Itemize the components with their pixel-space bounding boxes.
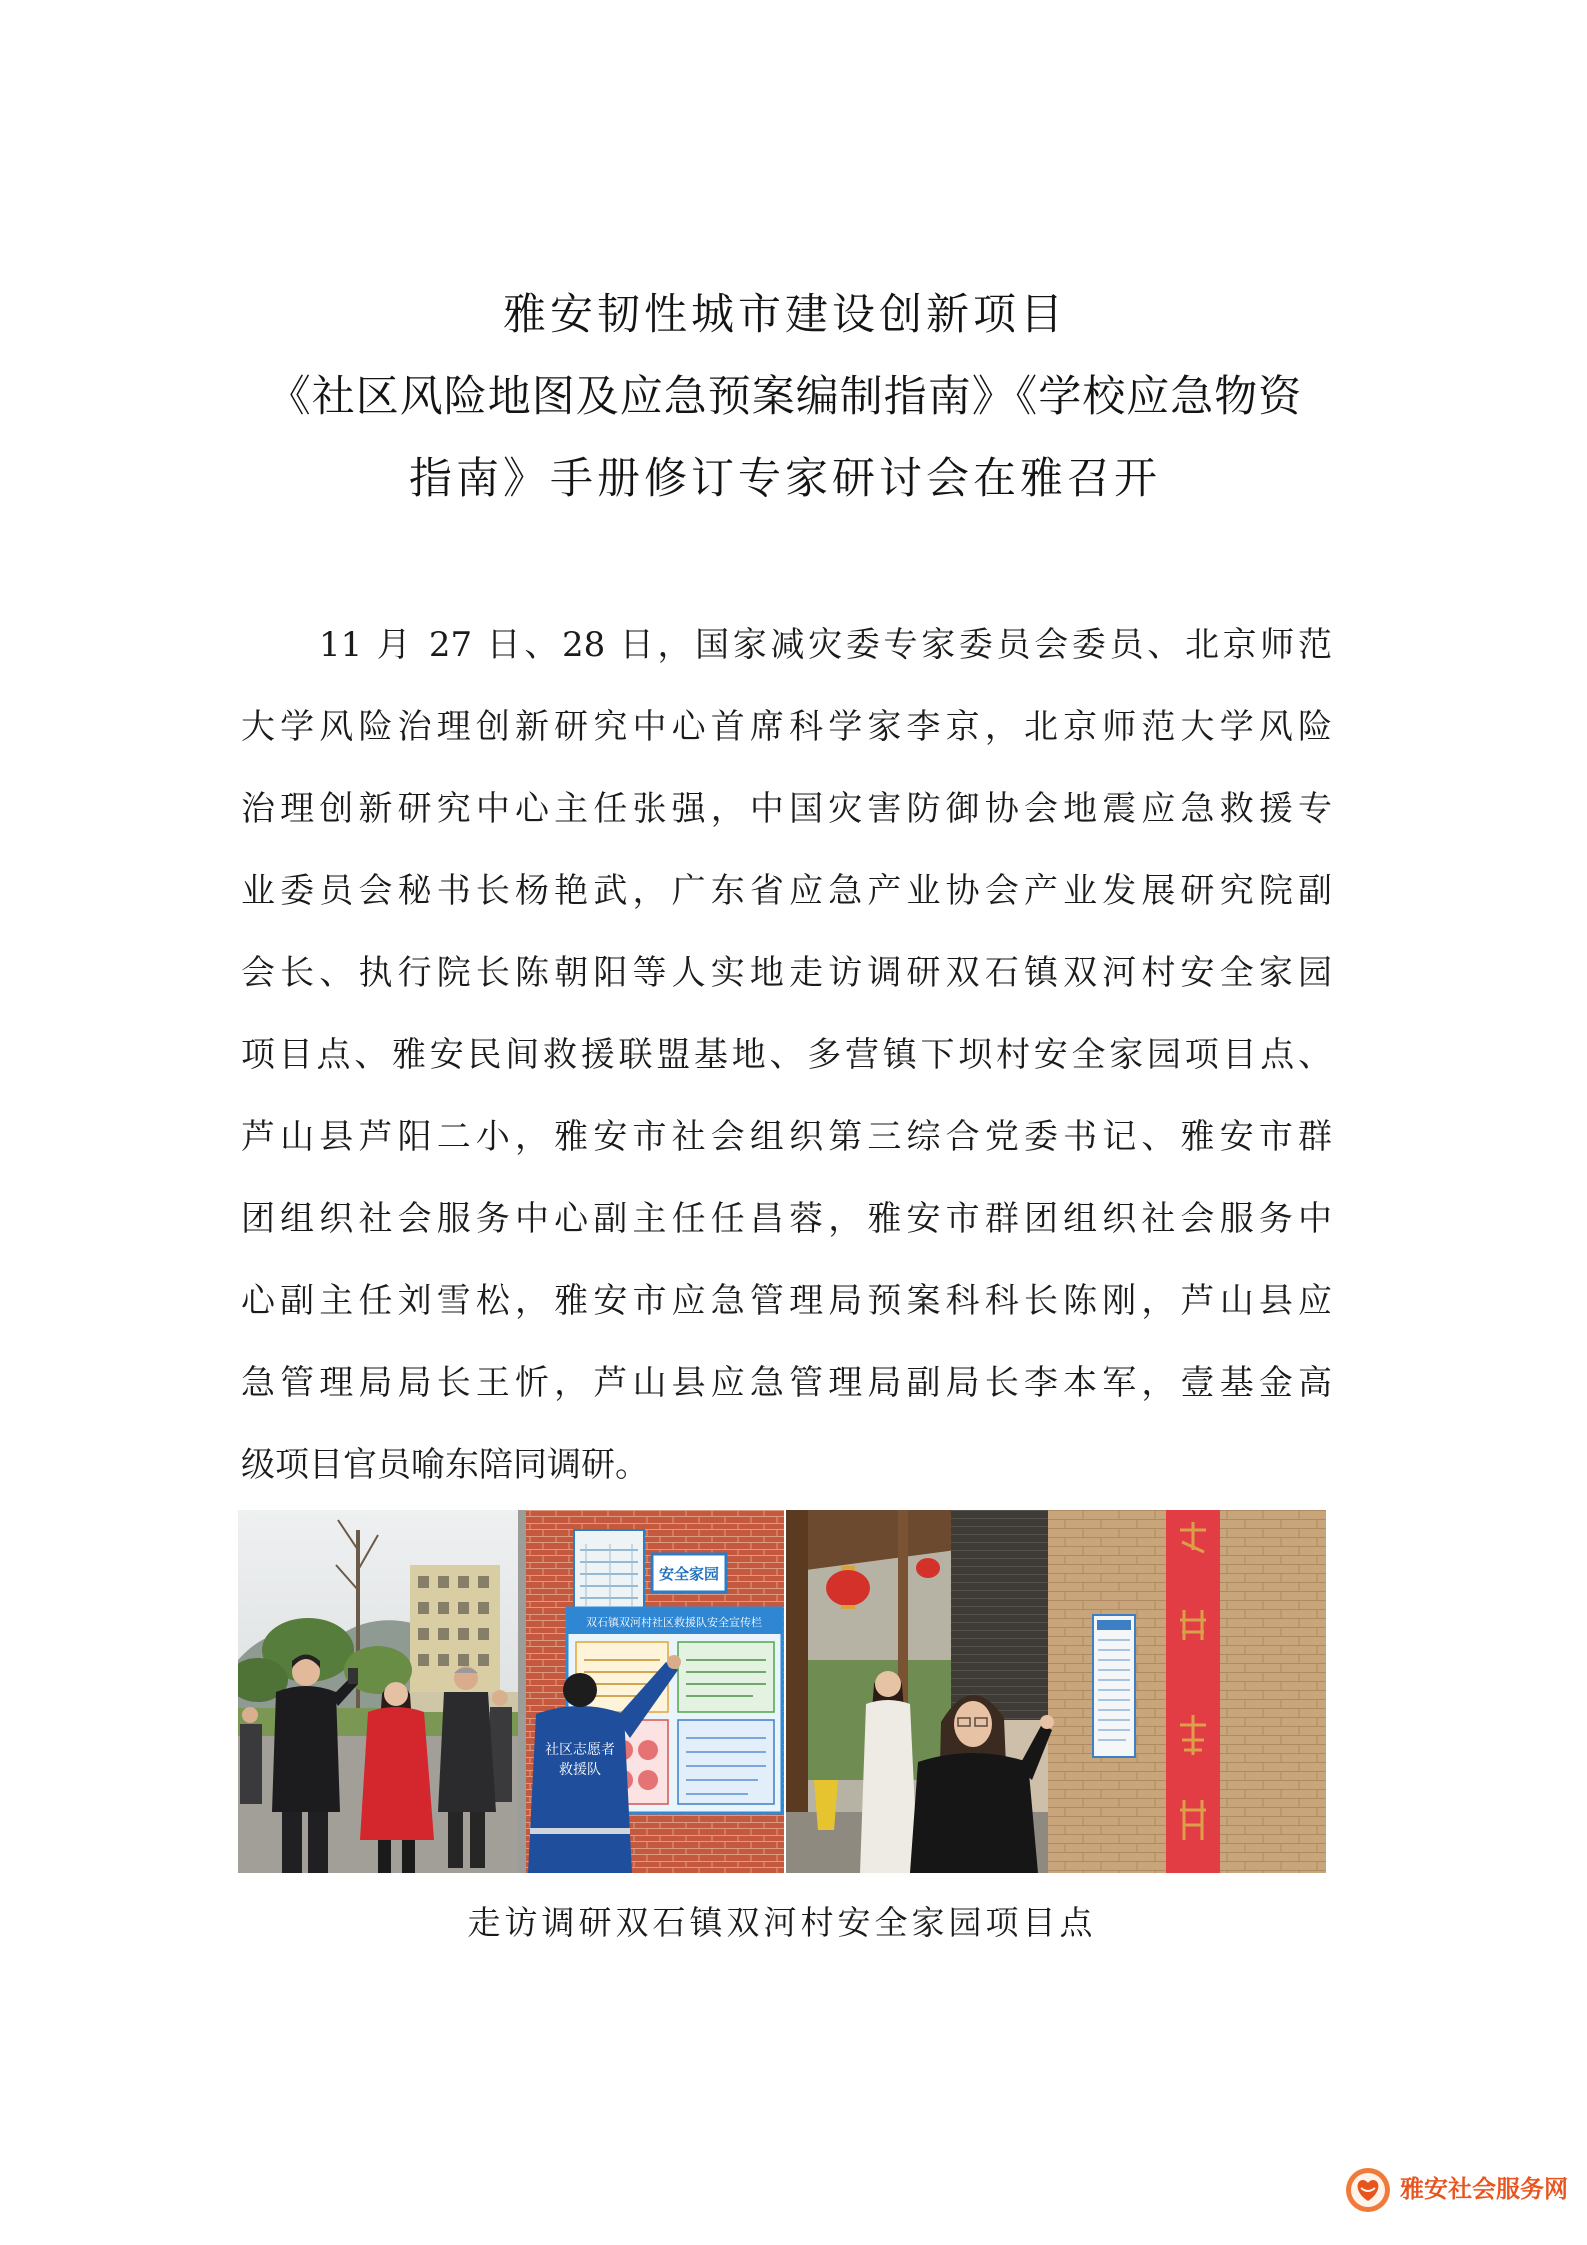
title-line: 雅安韧性城市建设创新项目 — [503, 290, 1067, 340]
body-line: 治理创新研究中心主任张强，中国灾害防御协会地震应急救援专 — [241, 789, 1332, 829]
photo-strip — [238, 1510, 1326, 1873]
site-logo[interactable] — [1344, 2164, 1576, 2216]
heart-badge-icon — [1344, 2166, 1392, 2214]
body-line: 大学风险治理创新研究中心首席科学家李京，北京师范大学风险 — [241, 707, 1332, 747]
body-line: 业委员会秘书长杨艳武，广东省应急产业协会产业发展研究院副 — [241, 871, 1332, 911]
wall-poster — [1093, 1615, 1135, 1757]
safety-home-sign — [652, 1554, 726, 1592]
body-line: 团组织社会服务中心副主任任昌蓉，雅安市群团组织社会服务中 — [241, 1199, 1332, 1239]
document-title — [238, 274, 1332, 520]
body-line: 级项目官员喻东陪同调研。 — [241, 1445, 649, 1485]
photo-caption: 走访调研双石镇双河村安全家园项目点 — [467, 1903, 1097, 1942]
board-title: 双石镇双河村社区救援队安全宣传栏 — [586, 1616, 762, 1629]
yellow-bucket — [814, 1780, 838, 1830]
jacket-text-line1: 社区志愿者 — [545, 1742, 615, 1758]
chart-board — [574, 1530, 644, 1616]
photo-right — [786, 1510, 1326, 1873]
photo-left — [238, 1510, 784, 1873]
body-line: 会长、执行院长陈朝阳等人实地走访调研双石镇双河村安全家园 — [241, 953, 1332, 993]
body-line: 项目点、雅安民间救援联盟基地、多营镇下坝村安全家园项目点、 — [241, 1035, 1332, 1075]
red-couplet — [1166, 1510, 1220, 1873]
title-line: 《社区风险地图及应急预案编制指南》《学校应急物资 — [267, 372, 1303, 422]
body-line: 急管理局局长王忻，芦山县应急管理局副局长李本军，壹基金高 — [241, 1363, 1332, 1403]
jacket-text-line2: 救援队 — [559, 1762, 601, 1778]
shutter-door — [951, 1510, 1051, 1720]
sign-text: 安全家园 — [658, 1565, 720, 1583]
body-paragraph — [241, 604, 1332, 1506]
body-line: 芦山县芦阳二小，雅安市社会组织第三综合党委书记、雅安市群 — [241, 1117, 1332, 1157]
body-line: 心副主任刘雪松，雅安市应急管理局预案科科长陈刚，芦山县应 — [241, 1281, 1332, 1321]
title-line: 指南》手册修订专家研讨会在雅召开 — [409, 454, 1161, 504]
body-line: 11 月 27 日、28 日，国家减灾委专家委员会委员、北京师范 — [319, 625, 1332, 665]
site-logo-text: 雅安社会服务网 — [1400, 2175, 1568, 2203]
